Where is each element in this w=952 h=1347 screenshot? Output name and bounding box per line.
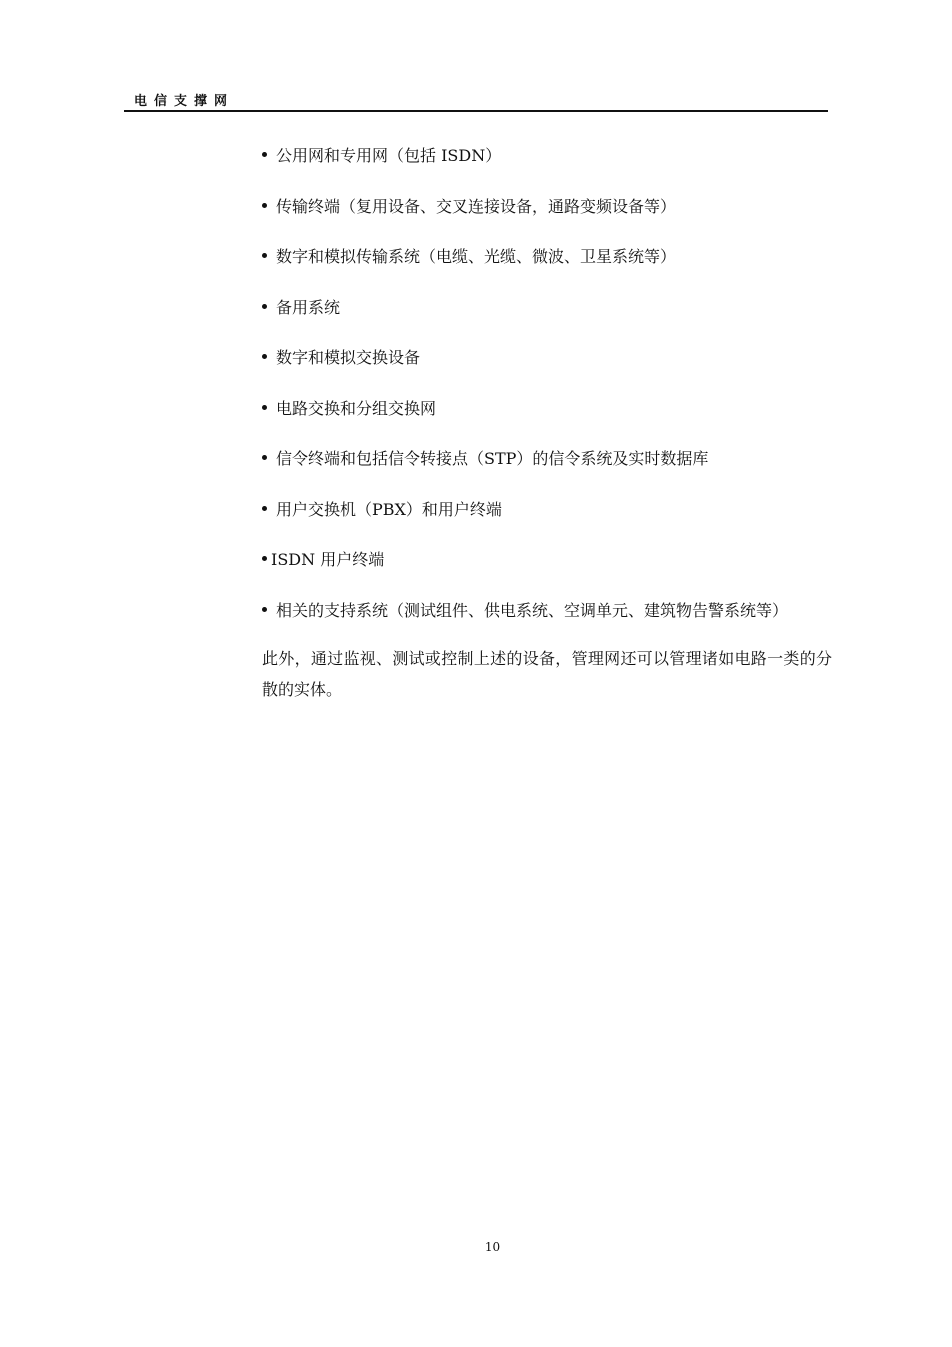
list-item-text: 用户交换机（PBX）和用户终端 xyxy=(276,499,502,519)
bullet-icon xyxy=(262,455,267,460)
list-item xyxy=(262,396,788,447)
list-item xyxy=(262,598,788,649)
list-item xyxy=(262,345,788,396)
list-item xyxy=(262,497,788,548)
list-item-text: 相关的支持系统（测试组件、供电系统、空调单元、建筑物告警系统等） xyxy=(276,600,789,620)
bullet-icon xyxy=(262,405,267,410)
list-item-text: 备用系统 xyxy=(276,297,341,317)
bullet-icon xyxy=(262,203,267,208)
list-item-text: 电路交换和分组交换网 xyxy=(276,398,437,418)
bullet-icon xyxy=(262,506,267,511)
list-item-text: 数字和模拟交换设备 xyxy=(276,348,421,367)
bullet-icon xyxy=(262,556,267,561)
list-item-text: 信令终端和包括信令转接点（STP）的信令系统及实时数据库 xyxy=(276,449,709,468)
list-item xyxy=(262,194,788,245)
header-rule xyxy=(124,110,828,112)
bullet-icon xyxy=(262,354,267,359)
list-item xyxy=(262,295,788,346)
list-item xyxy=(262,547,788,598)
list-item-text: 数字和模拟传输系统（电缆、光缆、微波、卫星系统等） xyxy=(276,247,677,266)
bullet-icon xyxy=(262,304,267,309)
list-item xyxy=(262,446,788,497)
running-header: 电信支撑网 xyxy=(134,94,235,109)
list-item xyxy=(262,244,788,295)
bullet-icon xyxy=(262,253,267,258)
bullet-icon xyxy=(262,607,267,612)
page-number: 10 xyxy=(484,1240,501,1254)
list-item-text: ISDN 用户终端 xyxy=(271,550,385,569)
list-item-text: 传输终端（复用设备、交叉连接设备，通路变频设备等） xyxy=(276,196,677,216)
bullet-icon xyxy=(262,152,267,157)
list-item-text: 公用网和专用网（包括 ISDN） xyxy=(276,146,502,165)
list-item xyxy=(262,143,788,194)
body-paragraph: 此外，通过监视、测试或控制上述的设备，管理网还可以管理诸如电路一类的分散的实体。 xyxy=(262,649,832,699)
equipment-bullet-list xyxy=(262,143,788,648)
